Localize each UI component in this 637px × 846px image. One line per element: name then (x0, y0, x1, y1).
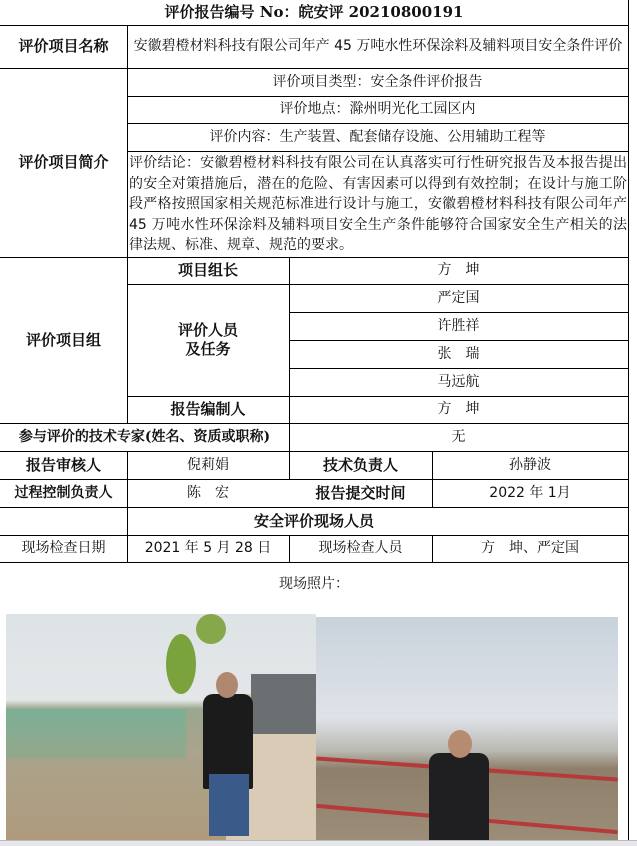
compiler: 方 坤 (437, 401, 480, 417)
site-header: 安全评价现场人员 (253, 511, 374, 530)
process-label: 过程控制负责人 (14, 484, 113, 501)
check-people-label: 现场检查人员 (318, 540, 403, 556)
status-strip (0, 840, 637, 846)
site-photo-2 (316, 617, 618, 840)
content: 评价内容：生产装置、配套储存设施、公用辅助工程等 (209, 128, 546, 145)
submit-date: 2022 年 1月 (489, 484, 571, 501)
member: 马远航 (437, 373, 480, 390)
process: 陈 宏 (187, 484, 229, 501)
report-number: 评价报告编号 No：皖安评 20210800191 (164, 3, 464, 21)
project-name: 安徽碧橙材料科技有限公司年产 45 万吨水性环保涂料及辅料项目安全条件评价 (133, 38, 623, 54)
site-photo-1 (6, 614, 316, 840)
member: 许胜祥 (437, 317, 480, 334)
team-label: 评价项目组 (25, 330, 101, 349)
members-label (127, 284, 289, 396)
leader-label: 项目组长 (177, 261, 238, 279)
tech-lead: 孙静波 (509, 456, 551, 473)
member: 严定国 (437, 289, 480, 306)
leader: 方 坤 (437, 262, 480, 278)
divider (127, 151, 629, 152)
experts: 无 (451, 428, 466, 445)
compiler-label: 报告编制人 (170, 400, 246, 418)
tech-lead-label: 技术负责人 (322, 455, 398, 474)
members-label-line1: 评价人员 (177, 321, 238, 339)
experts-label: 参与评价的技术专家(姓名、资质或职称) (18, 428, 271, 445)
conclusion: 评价结论：安徽碧橙材料科技有限公司在认真落实可行性研究报告及本报告提出的安全对策措施后，潜在的危险、有害因素可以得到有效控制；在设计与施工阶段严格按照国家相关规范标准进行设计与施工，安徽碧橙材料科技有限公司年产 45 万吨水性环保涂料及辅料项目安全生产条件能够符合国家安全生产相关的法律法规、标准、规章、规范的要求。 (129, 155, 627, 253)
intro-label: 评价项目简介 (18, 153, 109, 171)
members-label-line2: 及任务 (185, 340, 231, 358)
reviewer-label: 报告审核人 (25, 455, 101, 474)
border (628, 0, 629, 840)
check-date-label: 现场检查日期 (21, 540, 106, 556)
check-people: 方 坤、严定国 (481, 540, 579, 556)
divider (0, 562, 629, 563)
photos-label: 现场照片： (279, 575, 349, 592)
check-date: 2021 年 5 月 28 日 (144, 540, 272, 556)
submit-label: 报告提交时间 (315, 483, 406, 502)
project-type: 评价项目类型：安全条件评价报告 (272, 73, 483, 90)
project-name-label: 评价项目名称 (18, 37, 109, 55)
location: 评价地点：滁州明光化工园区内 (279, 101, 476, 117)
reviewer: 倪莉娟 (187, 456, 229, 473)
member: 张 瑞 (437, 345, 480, 362)
